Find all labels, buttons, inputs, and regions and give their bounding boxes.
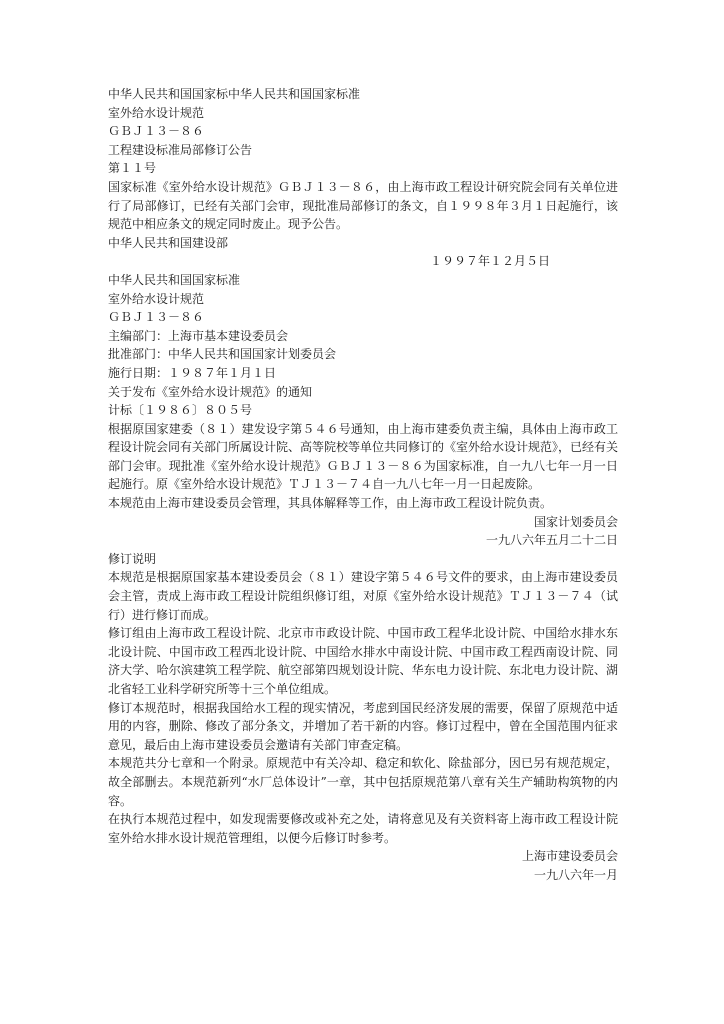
standard-approver: 批准部门：中华人民共和国国家计划委员会: [108, 347, 337, 362]
standard-code: ＧＢＪ１３－８６: [108, 310, 205, 325]
notice-date: １９９７年１２月５日: [430, 254, 551, 269]
standard-effective-date: 施行日期：１９８７年１月１日: [108, 365, 277, 380]
revision-paragraph-2: 修订组由上海市政工程设计院、北京市市政设计院、中国市政工程华北设计院、中国给水排水东北设计院、中国市政工程西北设计院、中国给水排水中南设计院、中国市政工程西南设计院、同济大学、哈尔滨建筑工程学院、航空部第四规划设计院、华东电力设计院、东北电力设计院、湖北省轻工业科学研究所等十三个单位组成。: [108, 626, 618, 696]
revision-paragraph-1: 本规范是根据原国家基本建设委员会（８１）建设字第５４６号文件的要求，由上海市建设委员会主管，责成上海市政工程设计院组织修订组，对原《室外给水设计规范》ＴＪ１３－７４（试行）进行修订而成。: [108, 570, 618, 622]
standard-editor: 主编部门：上海市基本建设委员会: [108, 328, 289, 343]
standard-header-1: 中华人民共和国国家标准: [108, 272, 241, 287]
notice-title: 工程建设标准局部修订公告: [108, 142, 253, 157]
standard-header-2: 室外给水设计规范: [108, 291, 205, 306]
document-page: [108, 85, 618, 885]
revision-paragraph-4: 本规范共分七章和一个附录。原规范中有关冷却、稳定和软化、除盐部分，因已另有规范规定，故全部删去。本规范新列“水厂总体设计”一章，其中包括原规范第八章有关生产辅助构筑物的内容。: [108, 756, 618, 808]
revision-paragraph-3: 修订本规范时，根据我国给水工程的现实情况，考虑到国民经济发展的需要，保留了原规范中适用的内容，删除、修改了部分条文，并增加了若干新的内容。修订过程中，曾在全国范围内征求意见，最后由上海市建设委员会邀请有关部门审查定稿。: [108, 700, 618, 752]
release-date: 一九八六年五月二十二日: [485, 533, 618, 548]
notice-code: ＧＢＪ１３－８６: [108, 124, 205, 139]
notice-issuer: 中华人民共和国建设部: [108, 235, 229, 250]
revision-date: 一九八六年一月: [533, 867, 618, 882]
revision-signer: 上海市建设委员会: [521, 849, 618, 864]
release-paragraph-1: 根据原国家建委（８１）建发设字第５４６号通知，由上海市建委负责主编，具体由上海市政工程设计院会同有关部门所属设计院、高等院校等单位共同修订的《室外给水设计规范》，已经有关部门会审。现批准《室外给水设计规范》ＧＢＪ１３－８６为国家标准，自一九八七年一月一日起施行。原《室外给水设计规范》ＴＪ１３－７４自一九八七年一月一日起废除。: [108, 421, 619, 492]
notice-body: 国家标准《室外给水设计规范》ＧＢＪ１３－８６，由上海市政工程设计研究院会同有关单位进行了局部修订，已经有关部门会审，现批准局部修订的条文，自１９９８年３月１日起施行，该规范中相应条文的规定同时废止。现予公告。: [108, 179, 618, 232]
release-title: 关于发布《室外给水设计规范》的通知: [108, 384, 313, 399]
release-reference: 计标〔１９８６〕８０５号: [108, 403, 253, 418]
release-paragraph-2: 本规范由上海市建设委员会管理，其具体解释等工作，由上海市政工程设计院负责。: [108, 496, 553, 511]
notice-header-2: 室外给水设计规范: [108, 105, 205, 120]
revision-title: 修订说明: [108, 551, 157, 566]
revision-paragraph-5: 在执行本规范过程中，如发现需要修改或补充之处，请将意见及有关资料寄上海市政工程设计院室外给水排水设计规范管理组，以便今后修订时参考。: [108, 812, 618, 845]
notice-number: 第１１号: [108, 161, 157, 176]
notice-header-1: 中华人民共和国国家标中华人民共和国国家标准: [108, 87, 361, 101]
release-signer: 国家计划委员会: [533, 514, 618, 529]
